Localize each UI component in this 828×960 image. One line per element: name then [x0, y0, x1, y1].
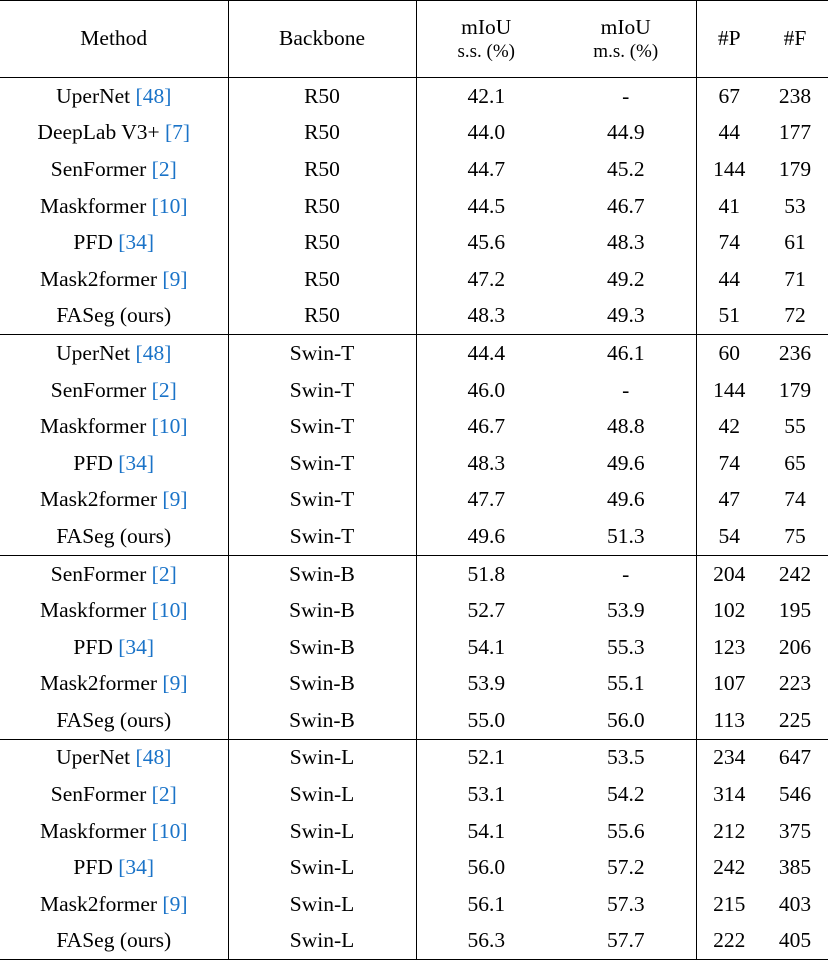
cell-method	[0, 702, 228, 739]
cell-miou-ms: 48.8	[556, 408, 696, 445]
backbone-name: R50	[304, 83, 340, 108]
cell-params: 212	[713, 818, 746, 843]
cell-miou-ss: 56.0	[467, 855, 506, 880]
cell-miou-ss: 45.6	[467, 230, 506, 255]
cell-flops: 61	[784, 230, 806, 255]
cell-method	[0, 555, 228, 592]
table-row	[0, 298, 828, 335]
cell-miou-ss: 56.1	[467, 891, 506, 916]
cell-flops: 647	[762, 739, 828, 776]
method-name: SenFormer	[50, 782, 147, 807]
cell-miou-ss: 51.8	[416, 555, 556, 592]
method-name: SenFormer	[50, 377, 147, 402]
cell-params: 144	[713, 377, 746, 402]
cell-backbone	[228, 445, 416, 482]
method-name: PFD	[73, 450, 113, 475]
citation-link[interactable]: [9]	[162, 487, 188, 512]
table-row	[0, 592, 828, 629]
cell-miou-ms: -	[556, 555, 696, 592]
backbone-name: Swin-T	[289, 377, 355, 402]
cell-miou-ss: 54.1	[467, 818, 506, 843]
cell-backbone	[228, 335, 416, 372]
method-name: Maskformer	[40, 193, 147, 218]
cell-backbone	[228, 739, 416, 776]
cell-backbone	[228, 261, 416, 298]
cell-miou-ss: 47.2	[467, 266, 506, 291]
cell-miou-ms: 53.9	[556, 592, 696, 629]
cell-params: 44	[718, 120, 740, 145]
cell-miou-ss: 47.7	[467, 487, 506, 512]
citation-link[interactable]: [10]	[151, 818, 188, 843]
table-row	[0, 923, 828, 960]
cell-backbone	[228, 923, 416, 960]
cell-miou-ss: 42.1	[467, 83, 506, 108]
cell-method	[0, 923, 228, 960]
backbone-name: R50	[304, 193, 340, 218]
cell-method	[0, 776, 228, 813]
cell-params: 60	[696, 335, 762, 372]
backbone-name: R50	[304, 266, 340, 291]
cell-miou-ss: 55.0	[467, 707, 506, 732]
cell-backbone	[228, 776, 416, 813]
cell-method	[0, 445, 228, 482]
cell-flops: 53	[784, 193, 806, 218]
cell-params: 123	[713, 634, 746, 659]
cell-method	[0, 115, 228, 152]
cell-method	[0, 739, 228, 776]
method-name: PFD	[73, 230, 113, 255]
cell-miou-ss: 46.7	[467, 414, 506, 439]
backbone-name: Swin-T	[289, 414, 355, 439]
cell-miou-ms: 57.2	[556, 849, 696, 886]
cell-backbone	[228, 408, 416, 445]
column-header-miou-ms-sublabel: m.s. (%)	[593, 40, 659, 62]
citation-link[interactable]: [9]	[162, 266, 188, 291]
backbone-name: Swin-L	[289, 782, 355, 807]
backbone-name: Swin-B	[289, 634, 355, 659]
cell-miou-ss: 54.1	[467, 634, 506, 659]
cell-flops: 225	[778, 707, 812, 732]
citation-link[interactable]: [10]	[151, 193, 188, 218]
cell-flops: 179	[778, 156, 812, 181]
column-header-method	[0, 1, 228, 78]
cell-miou-ss: 48.3	[467, 303, 506, 328]
cell-miou-ms: 46.1	[556, 335, 696, 372]
cell-params: 67	[718, 83, 740, 108]
cell-backbone	[228, 813, 416, 850]
table-row	[0, 482, 828, 519]
citation-link[interactable]: [34]	[118, 230, 155, 255]
backbone-name: Swin-B	[289, 707, 355, 732]
cell-flops: 223	[778, 671, 812, 696]
column-header-flops-label: #F	[783, 26, 807, 51]
cell-params: 204	[696, 555, 762, 592]
table-row	[0, 335, 828, 372]
table-body	[0, 78, 828, 960]
column-header-miou-ss-label: mIoU	[461, 14, 512, 39]
cell-miou-ss: 48.3	[467, 450, 506, 475]
cell-params: 47	[718, 487, 740, 512]
backbone-name: Swin-L	[289, 928, 355, 953]
method-name: Mask2former	[40, 266, 158, 291]
cell-flops: 195	[778, 598, 812, 623]
table-row	[0, 261, 828, 298]
table-row	[0, 555, 828, 592]
citation-link[interactable]: [48]	[135, 83, 172, 108]
cell-method	[0, 188, 228, 225]
table-row	[0, 849, 828, 886]
cell-miou-ms: 48.3	[556, 224, 696, 261]
cell-params: 222	[713, 928, 746, 953]
table-row	[0, 886, 828, 923]
method-name: FASeg (ours)	[56, 303, 172, 328]
backbone-name: Swin-B	[289, 671, 355, 696]
table-row	[0, 372, 828, 409]
cell-flops: 72	[784, 303, 806, 328]
backbone-name: R50	[304, 156, 340, 181]
cell-miou-ms: 49.3	[556, 298, 696, 335]
citation-link[interactable]: [2]	[151, 377, 177, 402]
cell-backbone	[228, 115, 416, 152]
cell-miou-ms: 57.7	[556, 923, 696, 960]
cell-miou-ss: 44.7	[467, 156, 506, 181]
table-row	[0, 518, 828, 555]
citation-link[interactable]: [2]	[151, 561, 177, 586]
cell-miou-ms: 55.6	[556, 813, 696, 850]
method-name: DeepLab V3+	[37, 120, 160, 145]
cell-backbone	[228, 298, 416, 335]
table-row	[0, 702, 828, 739]
table-header	[0, 1, 828, 78]
cell-miou-ss: 46.0	[467, 377, 506, 402]
cell-method	[0, 592, 228, 629]
method-name: SenFormer	[50, 561, 147, 586]
backbone-name: Swin-T	[289, 340, 355, 365]
cell-method	[0, 335, 228, 372]
cell-method	[0, 629, 228, 666]
table-row	[0, 666, 828, 703]
cell-flops: 236	[762, 335, 828, 372]
table-row	[0, 408, 828, 445]
cell-method	[0, 224, 228, 261]
method-name: UperNet	[56, 745, 131, 770]
cell-params: 107	[713, 671, 746, 696]
method-name: UperNet	[56, 83, 131, 108]
method-name: Mask2former	[40, 487, 158, 512]
column-header-miou-ms-label: mIoU	[600, 14, 651, 39]
citation-link[interactable]: [7]	[164, 120, 191, 145]
cell-backbone	[228, 372, 416, 409]
cell-flops: 385	[778, 855, 812, 880]
column-header-method-label: Method	[80, 26, 148, 51]
backbone-name: Swin-L	[289, 745, 355, 770]
backbone-name: R50	[304, 120, 340, 145]
cell-backbone	[228, 555, 416, 592]
citation-link[interactable]: [34]	[118, 634, 155, 659]
cell-params: 54	[718, 523, 740, 548]
cell-flops: 74	[784, 487, 806, 512]
citation-link[interactable]: [9]	[162, 671, 188, 696]
method-name: PFD	[73, 634, 113, 659]
cell-flops: 405	[778, 928, 812, 953]
cell-params: 314	[713, 782, 746, 807]
cell-params: 51	[718, 303, 740, 328]
citation-link[interactable]: [34]	[118, 855, 155, 880]
backbone-name: Swin-B	[289, 561, 355, 586]
cell-miou-ms: 46.7	[556, 188, 696, 225]
cell-params: 242	[713, 855, 746, 880]
citation-link[interactable]: [10]	[151, 414, 188, 439]
cell-method	[0, 408, 228, 445]
cell-flops: 206	[778, 634, 812, 659]
column-header-params	[696, 1, 762, 78]
cell-backbone	[228, 151, 416, 188]
cell-backbone	[228, 666, 416, 703]
cell-flops: 75	[784, 523, 806, 548]
backbone-name: Swin-L	[289, 818, 355, 843]
cell-miou-ss: 53.1	[467, 782, 506, 807]
table-row	[0, 78, 828, 115]
citation-link[interactable]: [2]	[151, 156, 177, 181]
cell-miou-ms: 51.3	[556, 518, 696, 555]
cell-miou-ss: 53.9	[467, 671, 506, 696]
cell-miou-ss: 52.1	[416, 739, 556, 776]
cell-miou-ms: 49.2	[556, 261, 696, 298]
table-row	[0, 776, 828, 813]
backbone-name: Swin-L	[289, 891, 355, 916]
cell-miou-ss: 44.5	[467, 193, 506, 218]
cell-miou-ss: 52.7	[467, 598, 506, 623]
cell-method	[0, 518, 228, 555]
cell-method	[0, 298, 228, 335]
cell-params: 102	[713, 598, 746, 623]
table-row	[0, 629, 828, 666]
cell-miou-ms: 49.6	[556, 482, 696, 519]
cell-backbone	[228, 592, 416, 629]
cell-flops: 55	[784, 414, 806, 439]
backbone-name: Swin-T	[289, 487, 355, 512]
cell-method	[0, 372, 228, 409]
method-name: Maskformer	[40, 818, 147, 843]
citation-link[interactable]: [48]	[135, 745, 172, 770]
method-name: FASeg (ours)	[56, 928, 172, 953]
cell-flops: 179	[778, 377, 812, 402]
method-name: Maskformer	[40, 414, 147, 439]
table-row	[0, 739, 828, 776]
cell-backbone	[228, 482, 416, 519]
cell-flops: 71	[784, 266, 806, 291]
header-row	[0, 1, 828, 78]
cell-params: 74	[718, 450, 740, 475]
cell-params: 74	[718, 230, 740, 255]
table-row	[0, 813, 828, 850]
cell-miou-ms: 55.1	[556, 666, 696, 703]
cell-miou-ss: 49.6	[467, 523, 506, 548]
column-header-flops	[762, 1, 828, 78]
cell-method	[0, 813, 228, 850]
cell-backbone	[228, 629, 416, 666]
cell-miou-ms: -	[556, 372, 696, 409]
cell-flops: 238	[778, 83, 812, 108]
method-name: Mask2former	[40, 671, 158, 696]
cell-miou-ms: 57.3	[556, 886, 696, 923]
cell-flops: 65	[784, 450, 806, 475]
backbone-name: R50	[304, 230, 340, 255]
column-header-backbone-label: Backbone	[279, 26, 365, 51]
method-name: Maskformer	[40, 598, 147, 623]
cell-backbone	[228, 702, 416, 739]
table-row	[0, 151, 828, 188]
cell-params: 113	[713, 707, 745, 732]
citation-link[interactable]: [10]	[151, 598, 188, 623]
cell-backbone	[228, 224, 416, 261]
method-name: Mask2former	[40, 891, 158, 916]
cell-miou-ms: 44.9	[556, 115, 696, 152]
backbone-name: Swin-T	[289, 523, 355, 548]
cell-method	[0, 261, 228, 298]
cell-method	[0, 886, 228, 923]
cell-miou-ss: 44.0	[467, 120, 506, 145]
cell-flops: 403	[778, 891, 812, 916]
cell-backbone	[228, 78, 416, 115]
table-row	[0, 224, 828, 261]
backbone-name: Swin-B	[289, 598, 355, 623]
cell-flops: 177	[778, 120, 812, 145]
cell-miou-ms: -	[556, 78, 696, 115]
cell-miou-ms: 49.6	[556, 445, 696, 482]
method-name: PFD	[73, 855, 113, 880]
cell-backbone	[228, 518, 416, 555]
cell-params: 41	[718, 193, 740, 218]
cell-method	[0, 482, 228, 519]
cell-miou-ss: 44.4	[416, 335, 556, 372]
table-row	[0, 445, 828, 482]
backbone-name: Swin-T	[289, 450, 355, 475]
column-header-backbone	[228, 1, 416, 78]
column-header-miou-ss	[416, 1, 556, 78]
backbone-name: Swin-L	[289, 855, 355, 880]
method-name: FASeg (ours)	[56, 707, 172, 732]
column-header-miou-ms	[556, 1, 696, 78]
cell-flops: 242	[762, 555, 828, 592]
cell-method	[0, 666, 228, 703]
method-name: FASeg (ours)	[56, 523, 172, 548]
column-header-params-label: #P	[717, 26, 741, 51]
cell-miou-ms: 53.5	[556, 739, 696, 776]
citation-link[interactable]: [2]	[151, 782, 177, 807]
citation-link[interactable]: [9]	[162, 891, 188, 916]
cell-method	[0, 849, 228, 886]
table-row	[0, 115, 828, 152]
cell-miou-ms: 55.3	[556, 629, 696, 666]
method-name: UperNet	[56, 340, 131, 365]
cell-params: 42	[718, 414, 740, 439]
cell-miou-ss: 56.3	[467, 928, 506, 953]
method-name: SenFormer	[50, 156, 147, 181]
table-row	[0, 188, 828, 225]
cell-params: 234	[696, 739, 762, 776]
cell-flops: 375	[778, 818, 812, 843]
cell-backbone	[228, 886, 416, 923]
cell-flops: 546	[778, 782, 812, 807]
cell-params: 215	[713, 891, 746, 916]
cell-params: 44	[718, 266, 740, 291]
cell-miou-ms: 45.2	[556, 151, 696, 188]
cell-backbone	[228, 849, 416, 886]
citation-link[interactable]: [48]	[135, 340, 172, 365]
cell-method	[0, 78, 228, 115]
cell-method	[0, 151, 228, 188]
citation-link[interactable]: [34]	[118, 450, 155, 475]
cell-miou-ms: 56.0	[556, 702, 696, 739]
backbone-name: R50	[304, 303, 340, 328]
cell-backbone	[228, 188, 416, 225]
cell-miou-ms: 54.2	[556, 776, 696, 813]
cell-params: 144	[713, 156, 746, 181]
column-header-miou-ss-sublabel: s.s. (%)	[457, 40, 516, 62]
